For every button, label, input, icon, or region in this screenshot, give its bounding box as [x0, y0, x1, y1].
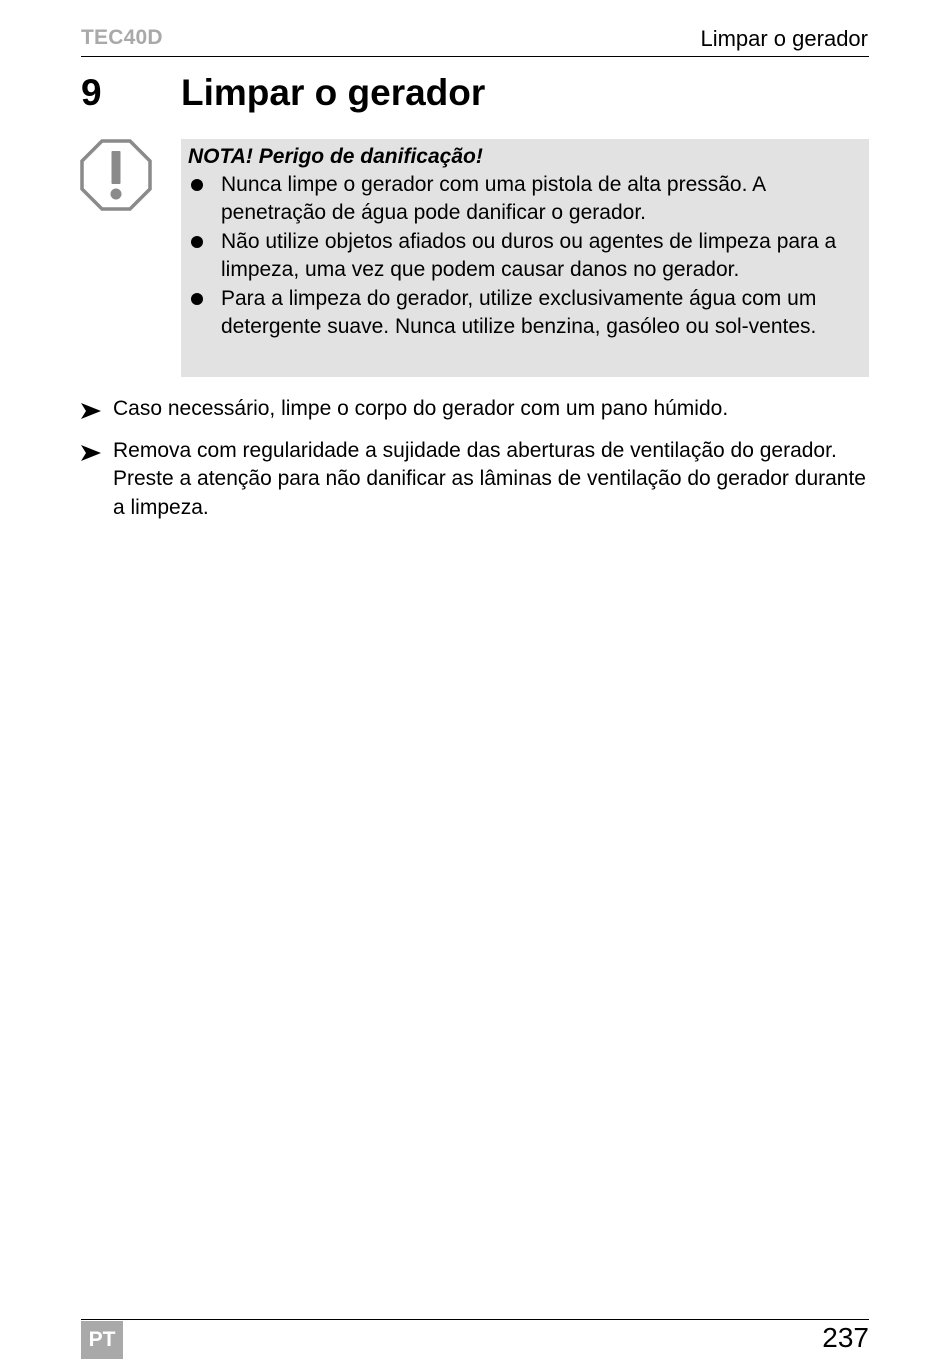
instruction-step-text: Remova com regularidade a sujidade das aberturas de ventilação do gerador. Preste a atenção para não danificar as lâminas de ventilação do gerador durante a limpeza. [113, 439, 866, 519]
notice-item-text: Para a limpeza do gerador, utilize exclusivamente água com um detergente suave. Nunca utilize benzina, gasóleo ou sol-ventes. [221, 286, 817, 339]
warning-exclamation-icon [80, 139, 152, 211]
notice-item-text: Não utilize objetos afiados ou duros ou agentes de limpeza para a limpeza, uma vez que podem causar danos no gerador. [221, 229, 837, 282]
bullet-dot-icon [191, 293, 203, 305]
header-model: TEC40D [81, 26, 163, 49]
notice-item [188, 171, 863, 228]
header-section-title: Limpar o gerador [700, 26, 868, 51]
bullet-dot-icon [191, 236, 203, 248]
bullet-dot-icon [191, 179, 203, 191]
arrow-right-icon [80, 400, 102, 418]
header-divider [81, 56, 869, 57]
footer-divider [81, 1319, 869, 1320]
page-number: 237 [822, 1322, 869, 1353]
notice-heading: NOTA! Perigo de danificação! [188, 145, 483, 168]
language-badge: PT [81, 1321, 123, 1359]
notice-item [188, 228, 863, 285]
notice-item [188, 285, 863, 342]
instruction-step [80, 395, 870, 423]
arrow-right-icon [80, 442, 102, 460]
notice-item-text: Nunca limpe o gerador com uma pistola de alta pressão. A penetração de água pode danificar o gerador. [221, 173, 765, 225]
chapter-title: Limpar o gerador [181, 72, 486, 113]
chapter-number: 9 [81, 72, 102, 113]
notice-box [181, 139, 869, 377]
instruction-step-text: Caso necessário, limpe o corpo do gerador com um pano húmido. [113, 397, 729, 420]
notice-list [188, 171, 863, 341]
instruction-step [80, 437, 870, 522]
